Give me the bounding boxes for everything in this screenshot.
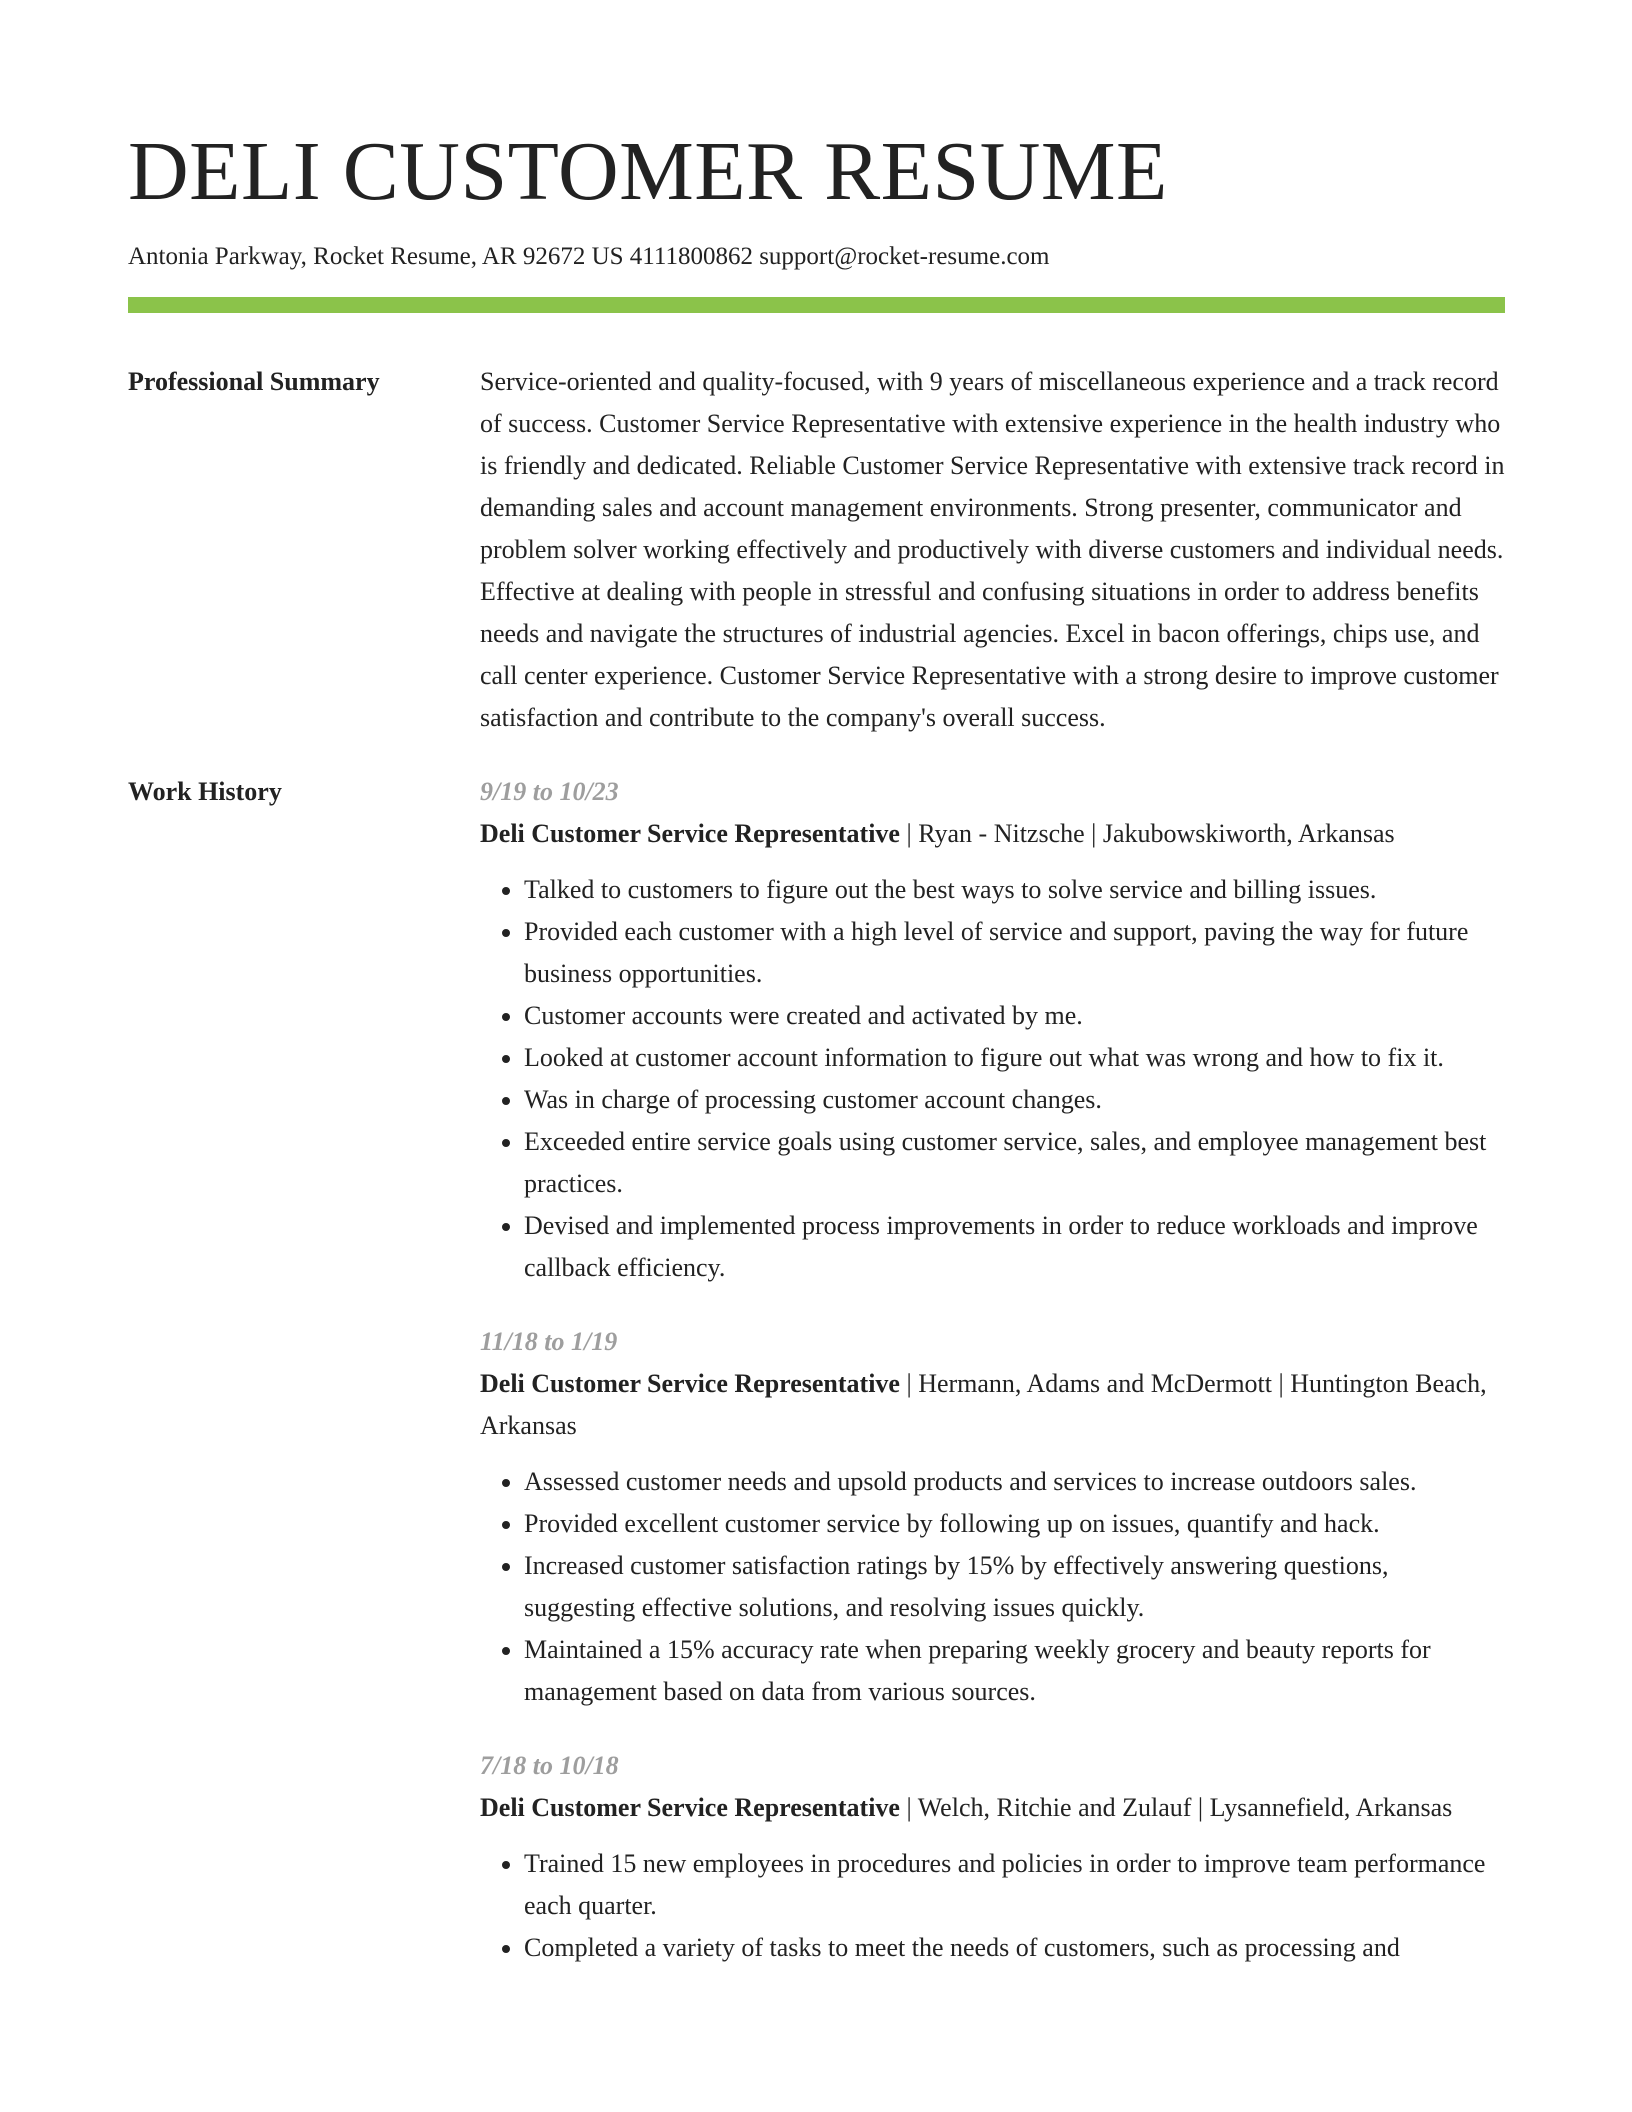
job-list [480, 771, 1505, 2001]
job-bullet: • Trained 15 new employees in procedures and policies in order to improve team performance each quarter. [524, 1843, 1505, 1927]
job-heading [480, 813, 1505, 855]
job-dates: 11/18 to 1/19 [480, 1327, 618, 1356]
job-bullet: • Customer accounts were created and activated by me. [524, 995, 1505, 1037]
job-employer-location: | Welch, Ritchie and Zulauf | Lysannefield, Arkansas [899, 1793, 1453, 1822]
job-dates: 9/19 to 10/23 [480, 777, 619, 806]
job-employer-location: | Ryan - Nitzsche | Jakubowskiworth, Arkansas [899, 819, 1395, 848]
job-bullet: • Increased customer satisfaction ratings by 15% by effectively answering questions, suggesting effective solutions, and resolving issues quickly. [524, 1545, 1505, 1629]
job-bullet: • Assessed customer needs and upsold products and services to increase outdoors sales. [524, 1461, 1505, 1503]
job-title: Deli Customer Service Representative [480, 1793, 900, 1822]
job-title: Deli Customer Service Representative [480, 819, 900, 848]
contact-info: Antonia Parkway, Rocket Resume, AR 92672 US 4111800862 support@rocket-resume.com [128, 243, 1050, 270]
work-history-section [128, 771, 1505, 2001]
job-bullet: • Exceeded entire service goals using customer service, sales, and employee management best practices. [524, 1121, 1505, 1205]
job-title: Deli Customer Service Representative [480, 1369, 900, 1398]
job-bullet: • Talked to customers to figure out the best ways to solve service and billing issues. [524, 869, 1505, 911]
job-bullet: • Looked at customer account information to figure out what was wrong and how to fix it. [524, 1037, 1505, 1079]
job-bullet: • Provided each customer with a high level of service and support, paving the way for future business opportunities. [524, 911, 1505, 995]
job-heading [480, 1363, 1505, 1447]
job-heading [480, 1787, 1505, 1829]
job-employer-location: | Hermann, Adams and McDermott | Huntington Beach, Arkansas [480, 1369, 1487, 1440]
job-entry [480, 1321, 1505, 1713]
job-bullet: • Provided excellent customer service by following up on issues, quantify and hack. [524, 1503, 1505, 1545]
job-entry [480, 771, 1505, 1289]
job-bullet-list [480, 1843, 1505, 1969]
job-bullet: • Maintained a 15% accuracy rate when preparing weekly grocery and beauty reports for management based on data from various sources. [524, 1629, 1505, 1713]
job-bullet: • Devised and implemented process improvements in order to reduce workloads and improve callback efficiency. [524, 1205, 1505, 1289]
job-dates: 7/18 to 10/18 [480, 1751, 619, 1780]
section-label-summary: Professional Summary [128, 367, 380, 396]
job-entry [480, 1745, 1505, 1969]
section-label-work: Work History [128, 777, 282, 806]
professional-summary-section [128, 361, 1505, 739]
job-bullet: • Completed a variety of tasks to meet the needs of customers, such as processing and [524, 1927, 1505, 1969]
job-bullet: • Was in charge of processing customer account changes. [524, 1079, 1505, 1121]
job-bullet-list [480, 869, 1505, 1289]
resume-title: DELI CUSTOMER RESUME [128, 125, 1168, 218]
resume-page [128, 0, 1505, 2001]
job-bullet-list [480, 1461, 1505, 1713]
summary-text: Service-oriented and quality-focused, with 9 years of miscellaneous experience and a track record of success. Customer Service Representative with extensive experience in the health industry who is friendly and dedicated. Reliable Customer Service Representative with extensive track record in demanding sales and account management environments. Strong presenter, communicator and problem solver working effectively and productively with diverse customers and individual needs. Effective at dealing with people in stressful and confusing situations in order to address benefits needs and navigate the structures of industrial agencies. Excel in bacon offerings, chips use, and call center experience. Customer Service Representative with a strong desire to improve customer satisfaction and contribute to the company's overall success. [480, 367, 1505, 732]
accent-divider [128, 297, 1505, 313]
